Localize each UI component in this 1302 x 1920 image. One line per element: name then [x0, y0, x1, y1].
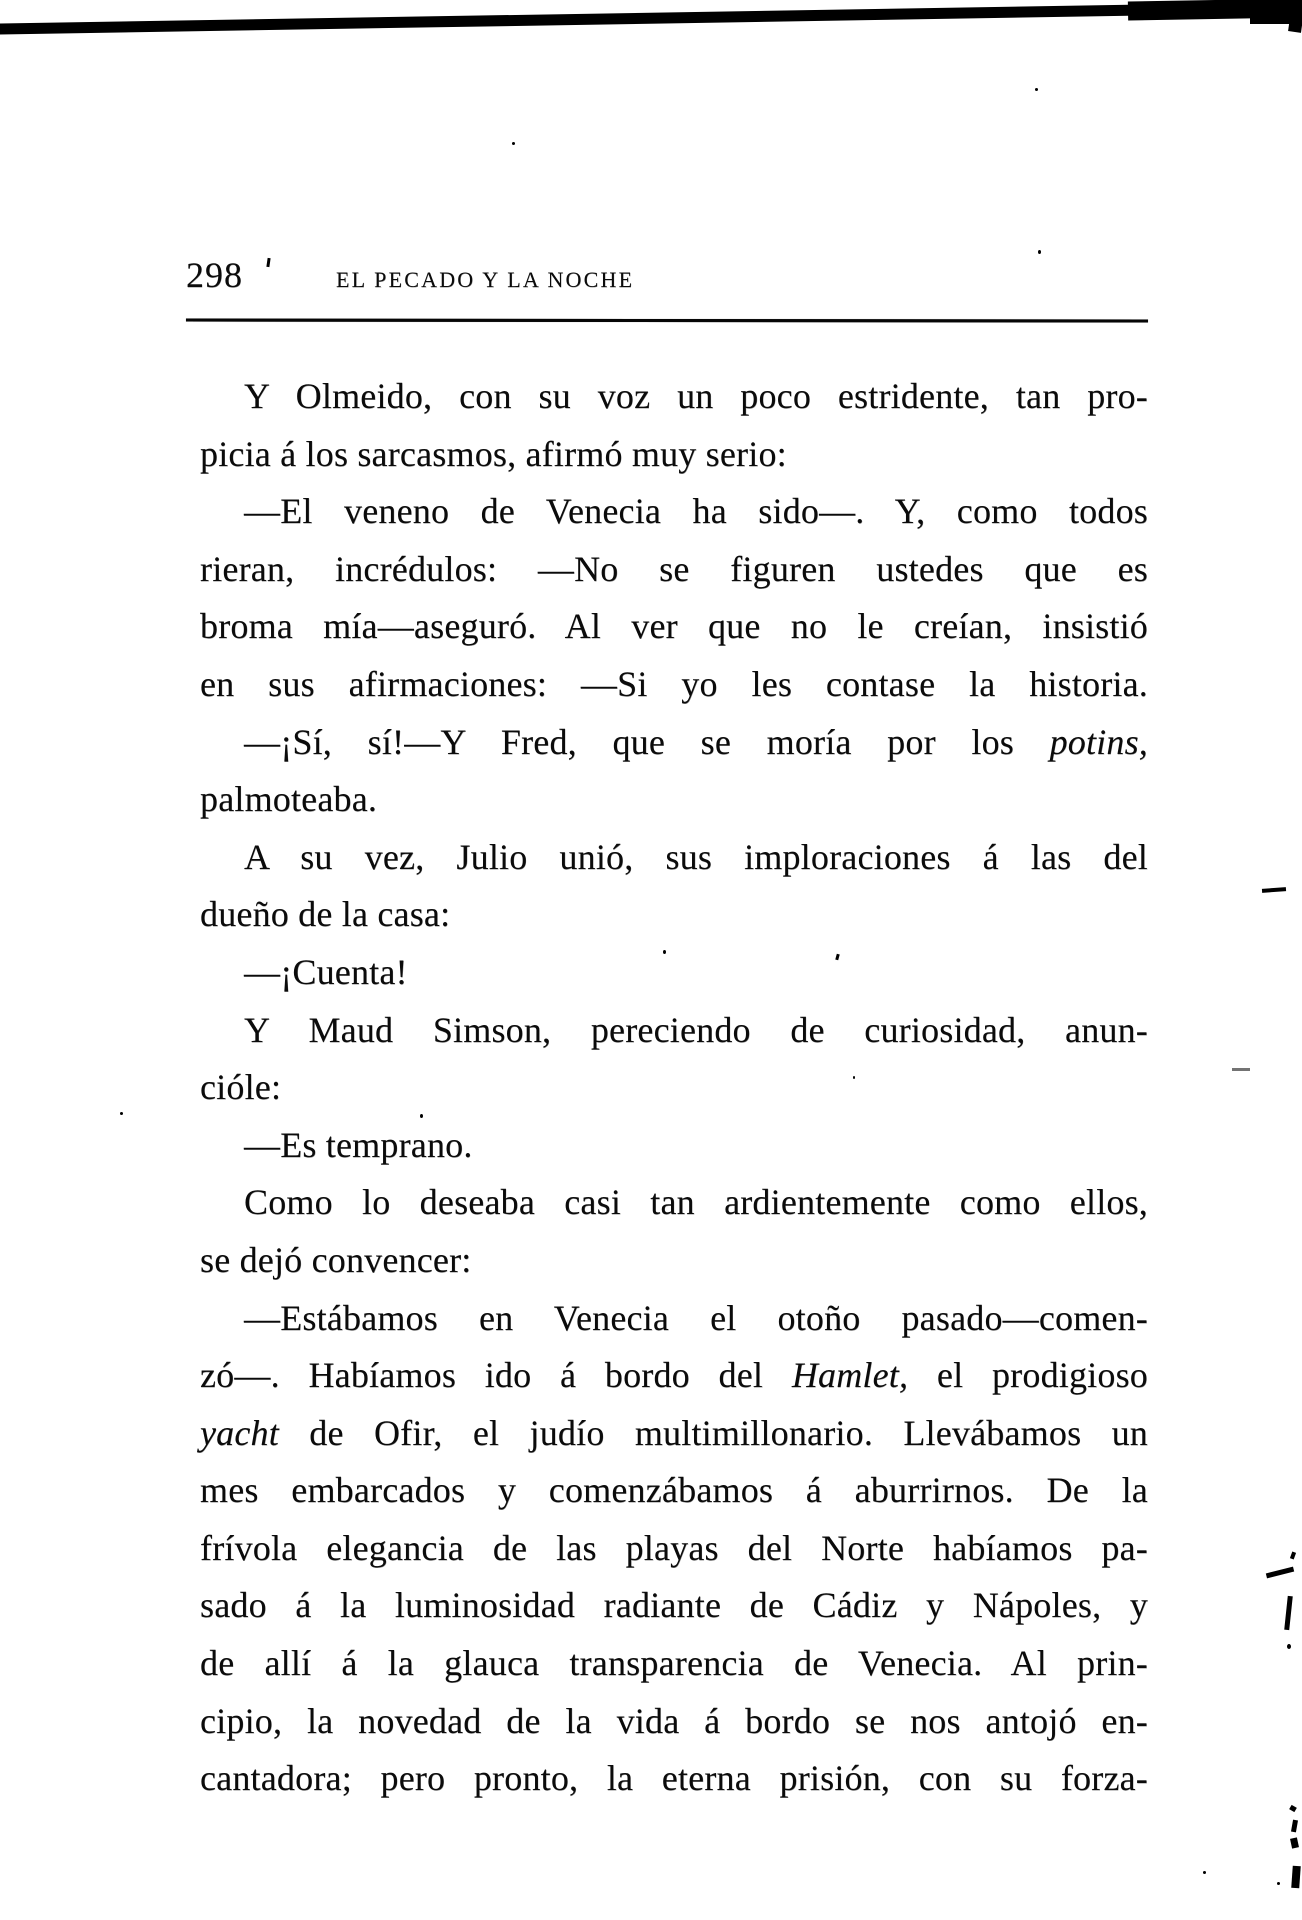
text-line: A su vez, Julio unió, sus imploraciones á las del	[244, 836, 1148, 877]
ink-speck	[1290, 1837, 1299, 1848]
ink-speck	[663, 950, 666, 954]
ink-speck	[853, 1076, 855, 1079]
italic-text: yacht	[200, 1412, 279, 1453]
text-line: —El veneno de Venecia ha sido—. Y, como todos	[244, 491, 1148, 532]
ink-speck	[1203, 1871, 1206, 1874]
ink-speck	[120, 1112, 123, 1115]
scan-bar-artifact	[0, 1, 1302, 35]
ink-speck	[1291, 1866, 1301, 1889]
ink-speck	[266, 258, 270, 267]
text-line: sado á la luminosidad radiante de Cádiz y Nápoles, y	[200, 1585, 1148, 1626]
text-line: —Es temprano.	[244, 1124, 473, 1165]
text-line: en sus afirmaciones: —Si yo les contase la historia.	[200, 663, 1148, 704]
body-text	[200, 368, 1148, 1808]
italic-text: potins,	[1049, 721, 1148, 762]
text-line: Y Olmeido, con su voz un poco estridente, tan pro-	[244, 376, 1148, 416]
ink-speck	[1291, 1820, 1298, 1833]
text-line: Y Maud Simson, pereciendo de curiosidad, anun-	[244, 1009, 1148, 1050]
text-line: cióle:	[200, 1067, 282, 1108]
margin-tick-mark	[1266, 1567, 1294, 1579]
text-line: palmoteaba.	[200, 779, 378, 820]
text-line: —Estábamos en Venecia el otoño pasado—comen-	[244, 1297, 1148, 1338]
text-line: yacht de Ofir, el judío multimillonario. Llevábamos un	[200, 1412, 1148, 1453]
text-line: —¡Sí, sí!—Y Fred, que se moría por los potins,	[244, 721, 1148, 762]
ink-speck	[420, 1114, 423, 1118]
text-line: zó—. Habíamos ido á bordo del Hamlet, el prodigioso	[200, 1355, 1148, 1396]
text-line: cipio, la novedad de la vida á bordo se nos antojó en-	[200, 1700, 1148, 1741]
ink-speck	[1289, 1805, 1297, 1812]
ink-speck	[1035, 88, 1038, 91]
page-number: 298	[186, 255, 243, 295]
margin-dash-mark	[1232, 1068, 1250, 1071]
text-line: mes embarcados y comenzábamos á aburrirnos. De la	[200, 1470, 1148, 1511]
ink-speck	[1287, 1644, 1291, 1649]
ink-speck	[1277, 1882, 1280, 1885]
text-line: frívola elegancia de las playas del Norte habíamos pa-	[200, 1527, 1148, 1568]
margin-dash-mark	[1262, 887, 1286, 893]
text-line: dueño de la casa:	[200, 894, 451, 935]
margin-stroke-mark	[1284, 1596, 1293, 1630]
text-line: cantadora; pero pronto, la eterna prisión, con su forza-	[200, 1758, 1148, 1799]
text-line: broma mía—aseguró. Al ver que no le creían, insistió	[200, 606, 1148, 647]
text-line: se dejó convencer:	[200, 1239, 472, 1280]
text-line: —¡Cuenta!	[244, 951, 408, 992]
text-line: Como lo deseaba casi tan ardientemente como ellos,	[244, 1182, 1148, 1223]
scan-bar-tail-artifact	[1288, 17, 1302, 33]
header-rule	[186, 318, 1148, 322]
ink-speck	[1038, 250, 1041, 254]
text-line: de allí á la glauca transparencia de Venecia. Al prin-	[200, 1643, 1148, 1684]
text-line: picia á los sarcasmos, afirmó muy serio:	[200, 433, 787, 474]
italic-text: Hamlet,	[791, 1355, 909, 1396]
running-title: EL PECADO Y LA NOCHE	[336, 267, 635, 292]
text-line: rieran, incrédulos: —No se figuren ustedes que es	[200, 548, 1148, 589]
ink-speck	[1290, 1552, 1296, 1560]
ink-speck	[512, 142, 515, 145]
